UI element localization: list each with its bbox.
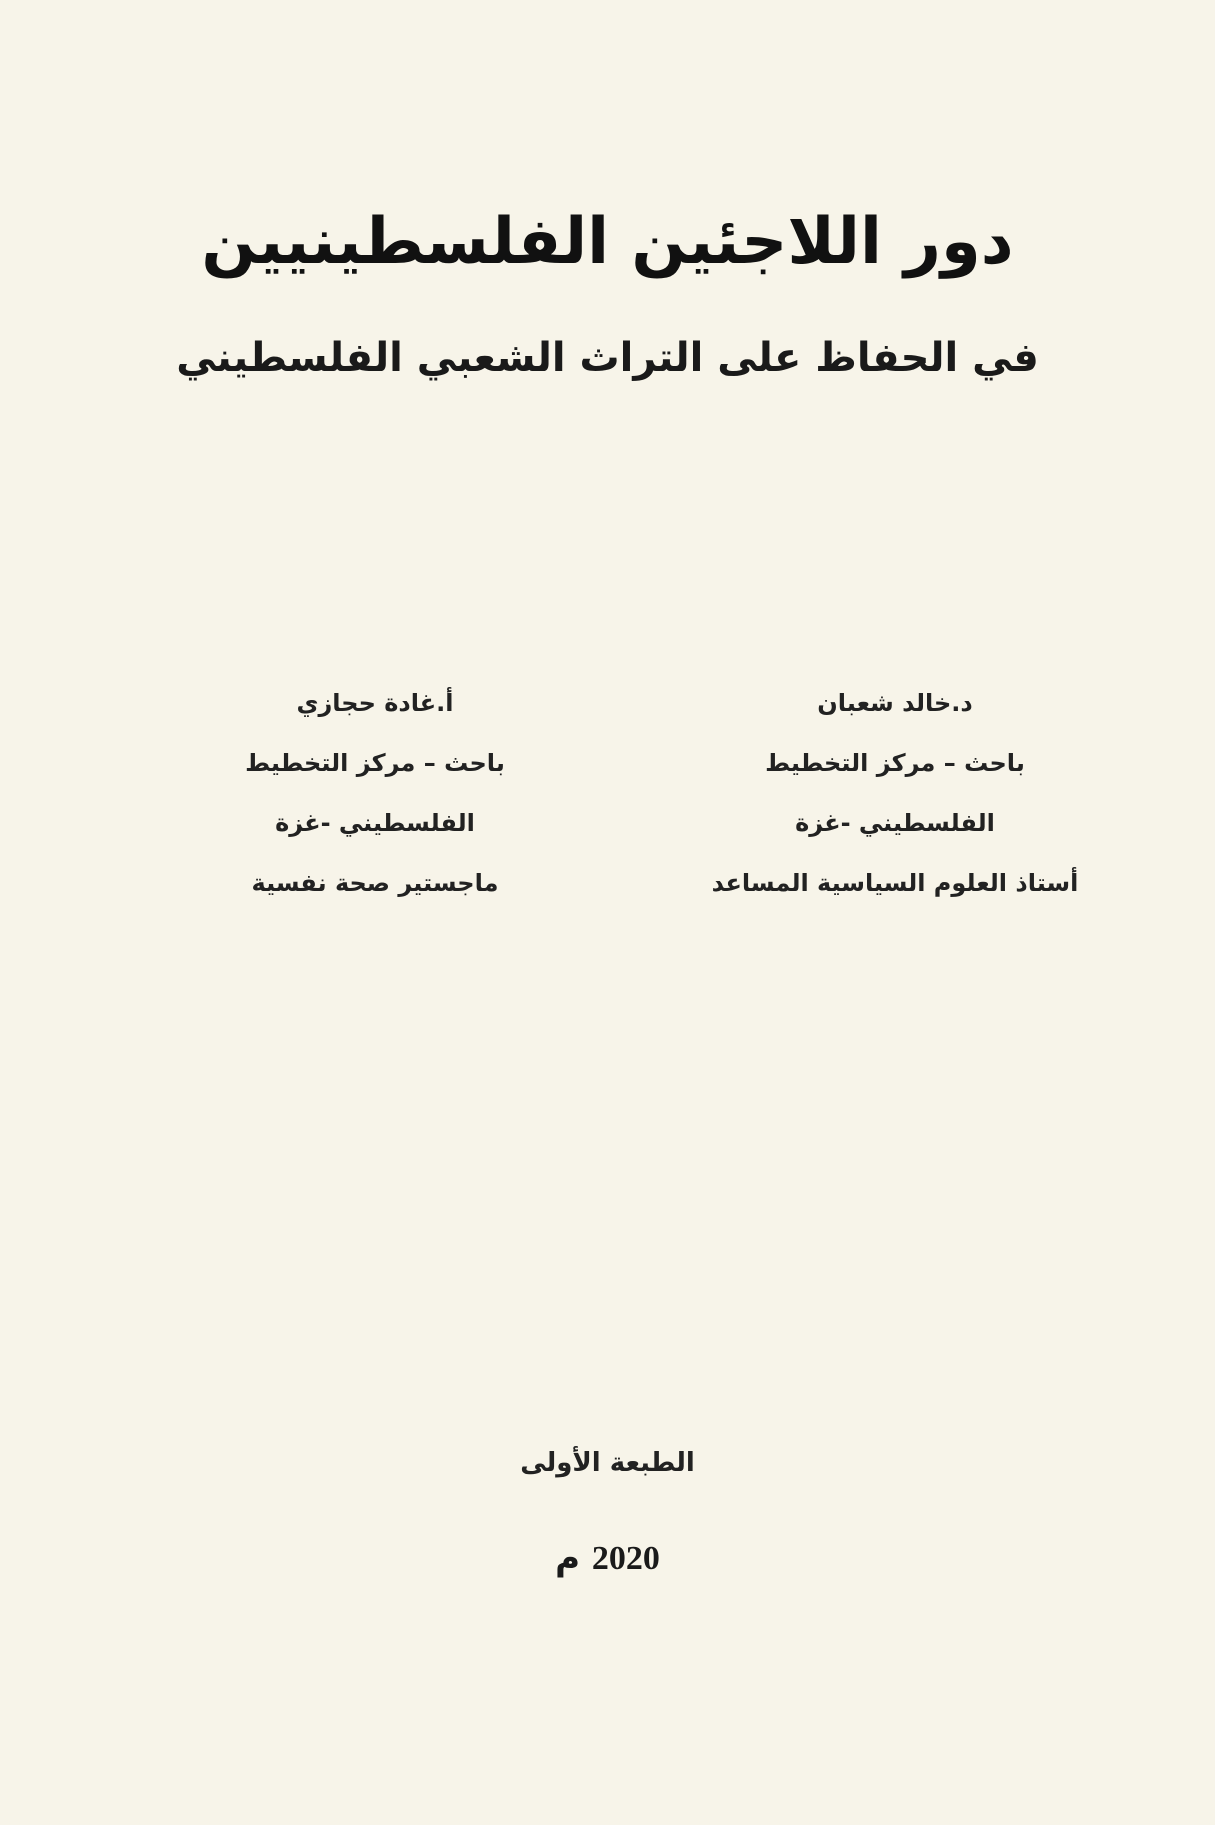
year-number: 2020 (591, 1540, 660, 1577)
author-block-ghada (115, 683, 635, 923)
year-suffix: م (555, 1538, 581, 1578)
author-name: د.خالد شعبان (817, 689, 973, 717)
publication-year (0, 1538, 1215, 1578)
author-name: أ.غادة حجازي (296, 689, 454, 717)
author-affiliation: الفلسطيني -غزة (795, 809, 995, 837)
book-subtitle: في الحفاظ على التراث الشعبي الفلسطيني (176, 335, 1039, 381)
author-block-khaled (635, 683, 1155, 923)
author-role: باحث – مركز التخطيط (765, 749, 1025, 777)
author-role: باحث – مركز التخطيط (245, 749, 505, 777)
author-affiliation: الفلسطيني -غزة (275, 809, 475, 837)
book-title: دور اللاجئين الفلسطينيين (201, 205, 1014, 279)
edition-label: الطبعة الأولى (520, 1448, 695, 1478)
author-position: أستاذ العلوم السياسية المساعد (711, 869, 1079, 897)
author-position: ماجستير صحة نفسية (251, 869, 499, 897)
